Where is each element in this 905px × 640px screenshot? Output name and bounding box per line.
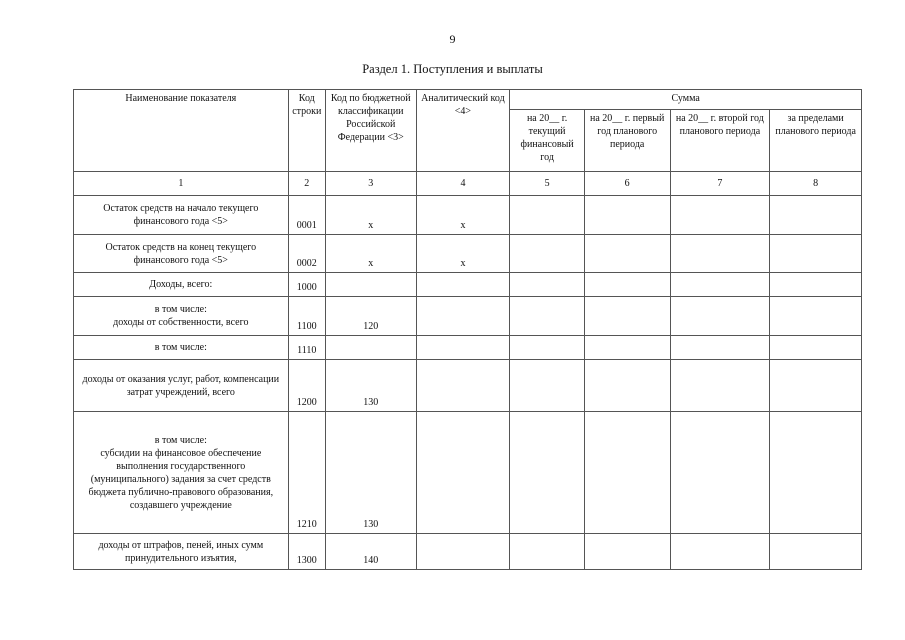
line-code: 1300 xyxy=(288,534,325,570)
section-title: Раздел 1. Поступления и выплаты xyxy=(362,62,543,76)
budget-classification-code xyxy=(325,336,416,360)
indicator-name xyxy=(74,336,289,360)
column-number: 7 xyxy=(670,172,770,196)
indicator-name xyxy=(74,297,289,336)
receipts-payments-table xyxy=(73,89,862,570)
indicator-name-line: Остаток средств на конец текущего финансового года <5> xyxy=(105,241,257,266)
amount-cell xyxy=(670,534,770,570)
amount-cell xyxy=(670,360,770,412)
column-number: 3 xyxy=(325,172,416,196)
header-analytic-code: Аналитический код <4> xyxy=(416,90,510,172)
table-row xyxy=(74,297,862,336)
budget-classification-code: 130 xyxy=(325,412,416,534)
header-sum: Сумма xyxy=(510,90,862,110)
indicator-name xyxy=(74,196,289,235)
indicator-name-line: Доходы, всего: xyxy=(149,279,213,290)
budget-classification-code: x xyxy=(325,235,416,273)
amount-cell xyxy=(670,273,770,297)
amount-cell xyxy=(584,297,670,336)
analytic-code xyxy=(416,273,510,297)
header-row-1 xyxy=(74,90,862,110)
table-row xyxy=(74,360,862,412)
header-sum-current-year: на 20__ г. текущий финансовый год xyxy=(510,110,585,172)
amount-cell xyxy=(770,297,862,336)
amount-cell xyxy=(584,336,670,360)
analytic-code xyxy=(416,336,510,360)
table-row xyxy=(74,196,862,235)
budget-classification-code: 140 xyxy=(325,534,416,570)
analytic-code: x xyxy=(416,235,510,273)
amount-cell xyxy=(510,412,585,534)
amount-cell xyxy=(584,412,670,534)
amount-cell xyxy=(584,273,670,297)
line-code: 0001 xyxy=(288,196,325,235)
indicator-name xyxy=(74,360,289,412)
line-code: 1110 xyxy=(288,336,325,360)
header-name: Наименование показателя xyxy=(74,90,289,172)
line-code: 1200 xyxy=(288,360,325,412)
column-number: 5 xyxy=(510,172,585,196)
amount-cell xyxy=(510,273,585,297)
amount-cell xyxy=(770,360,862,412)
indicator-name xyxy=(74,273,289,297)
amount-cell xyxy=(584,360,670,412)
header-line-code: Код строки xyxy=(288,90,325,172)
indicator-name-line: доходы от оказания услуг, работ, компенсации затрат учреждений, всего xyxy=(82,373,280,398)
indicator-name-line: Остаток средств на начало текущего финансового года <5> xyxy=(103,203,259,227)
line-code: 1000 xyxy=(288,273,325,297)
amount-cell xyxy=(670,297,770,336)
indicator-name-line: субсидии на финансовое обеспечение выполнения государственного (муниципального) задания за счет средств бюджета публично-правового образования, создавшего учреждение xyxy=(88,447,274,511)
amount-cell xyxy=(770,273,862,297)
column-number: 4 xyxy=(416,172,510,196)
budget-classification-code: x xyxy=(325,196,416,235)
amount-cell xyxy=(770,336,862,360)
column-number: 2 xyxy=(288,172,325,196)
amount-cell xyxy=(510,360,585,412)
amount-cell xyxy=(510,235,585,273)
budget-classification-code: 130 xyxy=(325,360,416,412)
indicator-name-line: в том числе: xyxy=(154,434,207,446)
indicator-name xyxy=(74,534,289,570)
amount-cell xyxy=(584,534,670,570)
amount-cell xyxy=(584,196,670,235)
table-row xyxy=(74,534,862,570)
header-sum-beyond-plan: за пределами планового периода xyxy=(770,110,862,172)
indicator-name-line: доходы от собственности, всего xyxy=(113,317,249,328)
budget-classification-code: 120 xyxy=(325,297,416,336)
analytic-code xyxy=(416,412,510,534)
indicator-name-line: в том числе: xyxy=(154,304,207,315)
line-code: 1210 xyxy=(288,412,325,534)
indicator-name xyxy=(74,412,289,534)
header-sum-first-plan-year: на 20__ г. первый год планового периода xyxy=(584,110,670,172)
amount-cell xyxy=(670,196,770,235)
analytic-code xyxy=(416,297,510,336)
header-sum-second-plan-year: на 20__ г. второй год планового периода xyxy=(670,110,770,172)
amount-cell xyxy=(770,196,862,235)
indicator-name xyxy=(74,235,289,273)
amount-cell xyxy=(584,235,670,273)
amount-cell xyxy=(510,297,585,336)
amount-cell xyxy=(510,336,585,360)
column-number-row xyxy=(74,172,862,196)
indicator-name-line: в том числе: xyxy=(154,342,207,353)
column-number: 1 xyxy=(74,172,289,196)
amount-cell xyxy=(670,235,770,273)
amount-cell xyxy=(770,235,862,273)
amount-cell xyxy=(670,336,770,360)
line-code: 0002 xyxy=(288,235,325,273)
amount-cell xyxy=(510,534,585,570)
budget-classification-code xyxy=(325,273,416,297)
page-number: 9 xyxy=(449,32,456,46)
table-row xyxy=(74,412,862,534)
indicator-name-line: доходы от штрафов, пеней, иных сумм принудительного изъятия, xyxy=(98,539,264,564)
line-code: 1100 xyxy=(288,297,325,336)
analytic-code xyxy=(416,534,510,570)
table-row xyxy=(74,273,862,297)
table-row xyxy=(74,336,862,360)
header-budget-code: Код по бюджетной классификации Российской Федерации <3> xyxy=(325,90,416,172)
analytic-code: x xyxy=(416,196,510,235)
amount-cell xyxy=(670,412,770,534)
amount-cell xyxy=(770,534,862,570)
amount-cell xyxy=(770,412,862,534)
amount-cell xyxy=(510,196,585,235)
table-row xyxy=(74,235,862,273)
column-number: 6 xyxy=(584,172,670,196)
analytic-code xyxy=(416,360,510,412)
column-number: 8 xyxy=(770,172,862,196)
